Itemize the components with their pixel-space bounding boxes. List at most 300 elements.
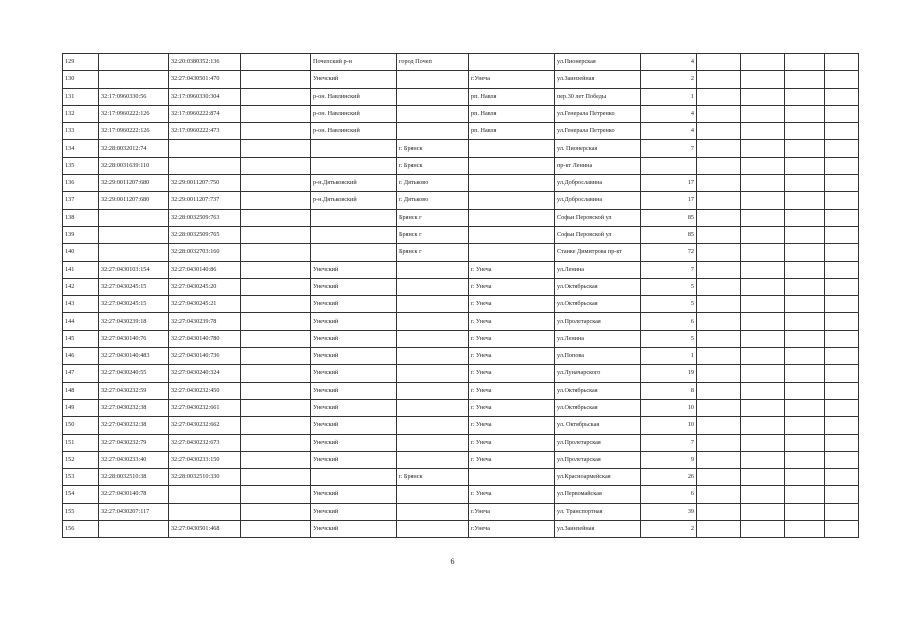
building-cadastral-number: 32:20:0380352:136 [169,54,241,71]
empty-cell [825,521,859,538]
land-cadastral-number: 32:17:0960330:56 [99,88,169,105]
row-number: 138 [63,209,99,226]
land-cadastral-number: 32:27:0430233:40 [99,451,169,468]
region-cell: Унечский [311,330,397,347]
building-cadastral-number: 32:27:0430245:21 [169,296,241,313]
building-cadastral-number: 32:27:0430232:662 [169,417,241,434]
empty-cell [241,140,311,157]
empty-cell [785,399,825,416]
empty-cell [697,140,741,157]
empty-cell [785,71,825,88]
house-number: 39 [641,503,697,520]
empty-cell [785,348,825,365]
empty-cell [241,71,311,88]
settlement-cell: г. Унеча [469,417,555,434]
city-cell: г. Дятьково [397,175,469,192]
empty-cell [825,417,859,434]
city-cell: г. Дятьково [397,192,469,209]
table-row [63,71,859,88]
row-number: 153 [63,469,99,486]
empty-cell [741,313,785,330]
empty-cell [825,451,859,468]
table-row [63,261,859,278]
land-cadastral-number: 32:29:0011207:680 [99,175,169,192]
house-number: 7 [641,434,697,451]
street-cell: Софьи Перовской ул [555,209,641,226]
empty-cell [785,192,825,209]
empty-cell [697,503,741,520]
empty-cell [785,330,825,347]
empty-cell [241,209,311,226]
building-cadastral-number: 32:27:0430140:86 [169,261,241,278]
house-number: 72 [641,244,697,261]
empty-cell [697,71,741,88]
building-cadastral-number [169,503,241,520]
building-cadastral-number: 32:27:0430140:780 [169,330,241,347]
empty-cell [825,486,859,503]
empty-cell [825,399,859,416]
table-row [63,365,859,382]
row-number: 130 [63,71,99,88]
empty-cell [825,209,859,226]
house-number: 4 [641,105,697,122]
registry-table [62,53,859,538]
row-number: 132 [63,105,99,122]
land-cadastral-number: 32:27:0430232:38 [99,417,169,434]
empty-cell [241,521,311,538]
region-cell: Унечский [311,486,397,503]
land-cadastral-number: 32:27:0430245:15 [99,296,169,313]
table-row [63,469,859,486]
settlement-cell: г. Унеча [469,330,555,347]
row-number: 143 [63,296,99,313]
region-cell [311,244,397,261]
house-number: 6 [641,313,697,330]
settlement-cell: рп. Навля [469,105,555,122]
empty-cell [241,192,311,209]
settlement-cell [469,175,555,192]
empty-cell [825,226,859,243]
empty-cell [741,226,785,243]
empty-cell [785,244,825,261]
empty-cell [697,348,741,365]
empty-cell [785,486,825,503]
empty-cell [785,140,825,157]
land-cadastral-number: 32:29:0011207:680 [99,192,169,209]
land-cadastral-number [99,71,169,88]
table-row [63,521,859,538]
region-cell: Унечский [311,261,397,278]
building-cadastral-number [169,486,241,503]
street-cell: ул.Октябрьская [555,296,641,313]
empty-cell [825,348,859,365]
street-cell: ул.Ленина [555,261,641,278]
empty-cell [741,71,785,88]
street-cell: ул.Пролетарская [555,434,641,451]
building-cadastral-number: 32:27:0430245:20 [169,278,241,295]
row-number: 142 [63,278,99,295]
land-cadastral-number [99,226,169,243]
house-number [641,157,697,174]
empty-cell [785,503,825,520]
empty-cell [741,261,785,278]
table-row [63,123,859,140]
region-cell [311,209,397,226]
empty-cell [741,399,785,416]
land-cadastral-number: 32:27:0430140:76 [99,330,169,347]
empty-cell [697,175,741,192]
street-cell: ул.Генерала Петренко [555,123,641,140]
region-cell: Унечский [311,399,397,416]
table-row [63,175,859,192]
land-cadastral-number: 32:27:0430103:154 [99,261,169,278]
empty-cell [741,296,785,313]
settlement-cell [469,140,555,157]
empty-cell [825,330,859,347]
row-number: 148 [63,382,99,399]
land-cadastral-number: 32:17:0960222:126 [99,123,169,140]
empty-cell [741,434,785,451]
empty-cell [241,417,311,434]
row-number: 129 [63,54,99,71]
settlement-cell: г.Унеча [469,521,555,538]
region-cell [311,140,397,157]
street-cell: ул. Октябрьская [555,417,641,434]
empty-cell [825,503,859,520]
house-number: 85 [641,226,697,243]
city-cell [397,88,469,105]
empty-cell [241,226,311,243]
empty-cell [741,451,785,468]
table-row [63,296,859,313]
row-number: 139 [63,226,99,243]
land-cadastral-number [99,244,169,261]
table-row [63,330,859,347]
row-number: 155 [63,503,99,520]
row-number: 147 [63,365,99,382]
table-row [63,348,859,365]
empty-cell [697,54,741,71]
city-cell [397,451,469,468]
empty-cell [825,105,859,122]
region-cell: Унечский [311,278,397,295]
settlement-cell: г.Унеча [469,503,555,520]
building-cadastral-number: 32:27:0430240:324 [169,365,241,382]
settlement-cell: г. Унеча [469,348,555,365]
empty-cell [697,434,741,451]
empty-cell [825,54,859,71]
empty-cell [741,244,785,261]
empty-cell [785,105,825,122]
settlement-cell [469,226,555,243]
empty-cell [241,105,311,122]
street-cell: ул.Октябрьская [555,278,641,295]
building-cadastral-number: 32:27:0430233:150 [169,451,241,468]
row-number: 150 [63,417,99,434]
empty-cell [741,140,785,157]
empty-cell [785,417,825,434]
empty-cell [785,261,825,278]
building-cadastral-number: 32:27:0430232:450 [169,382,241,399]
empty-cell [741,54,785,71]
region-cell: Почепский р-н [311,54,397,71]
region-cell [311,226,397,243]
city-cell [397,296,469,313]
row-number: 149 [63,399,99,416]
land-cadastral-number [99,521,169,538]
city-cell [397,123,469,140]
empty-cell [825,175,859,192]
table-row [63,244,859,261]
settlement-cell: г. Унеча [469,296,555,313]
empty-cell [697,296,741,313]
empty-cell [241,434,311,451]
row-number: 134 [63,140,99,157]
building-cadastral-number: 32:28:0032510:330 [169,469,241,486]
settlement-cell: рп. Навля [469,123,555,140]
house-number: 4 [641,123,697,140]
settlement-cell: г. Унеча [469,434,555,451]
empty-cell [741,469,785,486]
empty-cell [241,261,311,278]
building-cadastral-number [169,140,241,157]
empty-cell [785,382,825,399]
empty-cell [741,278,785,295]
house-number: 17 [641,175,697,192]
empty-cell [741,417,785,434]
region-cell: Унечский [311,348,397,365]
row-number: 156 [63,521,99,538]
empty-cell [697,469,741,486]
city-cell [397,71,469,88]
land-cadastral-number: 32:27:0430240:55 [99,365,169,382]
city-cell [397,105,469,122]
empty-cell [785,469,825,486]
table-row [63,451,859,468]
street-cell: ул.Заинзейная [555,71,641,88]
street-cell: ул.Доброславина [555,192,641,209]
street-cell: пр-кт Ленина [555,157,641,174]
table-row [63,157,859,174]
city-cell [397,503,469,520]
empty-cell [825,469,859,486]
house-number: 5 [641,278,697,295]
land-cadastral-number: 32:27:0430140:78 [99,486,169,503]
empty-cell [785,521,825,538]
empty-cell [825,244,859,261]
row-number: 154 [63,486,99,503]
empty-cell [825,296,859,313]
city-cell [397,434,469,451]
empty-cell [697,261,741,278]
region-cell: Унечский [311,434,397,451]
settlement-cell: г. Унеча [469,365,555,382]
empty-cell [697,123,741,140]
settlement-cell: рп. Навля [469,88,555,105]
land-cadastral-number: 32:27:0430239:18 [99,313,169,330]
empty-cell [785,157,825,174]
region-cell: р-н.Дятьковский [311,192,397,209]
house-number: 2 [641,71,697,88]
empty-cell [241,451,311,468]
street-cell: ул.Доброславина [555,175,641,192]
empty-cell [241,88,311,105]
building-cadastral-number: 32:27:0430501:468 [169,521,241,538]
settlement-cell [469,157,555,174]
city-cell: Брянск г [397,226,469,243]
settlement-cell [469,192,555,209]
region-cell [311,157,397,174]
city-cell [397,365,469,382]
settlement-cell [469,244,555,261]
land-cadastral-number: 32:27:0430140:483 [99,348,169,365]
empty-cell [241,365,311,382]
empty-cell [825,434,859,451]
region-cell: Унечский [311,313,397,330]
city-cell [397,278,469,295]
table-row [63,434,859,451]
city-cell: г. Брянск [397,469,469,486]
street-cell: пер.30 лет Победы [555,88,641,105]
empty-cell [241,296,311,313]
empty-cell [697,105,741,122]
building-cadastral-number: 32:17:0960222:473 [169,123,241,140]
empty-cell [741,365,785,382]
land-cadastral-number [99,209,169,226]
empty-cell [741,105,785,122]
empty-cell [741,486,785,503]
empty-cell [785,54,825,71]
empty-cell [741,123,785,140]
house-number: 1 [641,88,697,105]
row-number: 144 [63,313,99,330]
row-number: 135 [63,157,99,174]
building-cadastral-number: 32:27:0430501:470 [169,71,241,88]
empty-cell [825,157,859,174]
land-cadastral-number: 32:27:0430207:117 [99,503,169,520]
building-cadastral-number: 32:28:0032703:160 [169,244,241,261]
settlement-cell: г.Унеча [469,71,555,88]
street-cell: Станке Димитрова пр-кт [555,244,641,261]
row-number: 141 [63,261,99,278]
land-cadastral-number: 32:27:0430232:59 [99,382,169,399]
street-cell: ул. Транспортная [555,503,641,520]
street-cell: ул.Заинзейная [555,521,641,538]
region-cell: р-он. Навлинский [311,123,397,140]
empty-cell [241,382,311,399]
city-cell [397,348,469,365]
empty-cell [697,192,741,209]
city-cell [397,399,469,416]
empty-cell [825,88,859,105]
empty-cell [697,365,741,382]
empty-cell [785,296,825,313]
region-cell: Унечский [311,296,397,313]
empty-cell [741,382,785,399]
empty-cell [241,313,311,330]
house-number: 8 [641,382,697,399]
house-number: 4 [641,54,697,71]
empty-cell [825,192,859,209]
region-cell: р-н.Дятьковский [311,175,397,192]
building-cadastral-number: 32:29:0011207:750 [169,175,241,192]
house-number: 19 [641,365,697,382]
house-number: 6 [641,486,697,503]
empty-cell [741,209,785,226]
street-cell: ул.Октябрьская [555,382,641,399]
registry-sheet [62,53,858,538]
city-cell [397,330,469,347]
settlement-cell [469,54,555,71]
row-number: 140 [63,244,99,261]
empty-cell [741,192,785,209]
row-number: 151 [63,434,99,451]
region-cell: Унечский [311,451,397,468]
house-number: 85 [641,209,697,226]
street-cell: ул.Пионерская [555,54,641,71]
empty-cell [697,313,741,330]
building-cadastral-number: 32:27:0430140:736 [169,348,241,365]
building-cadastral-number: 32:27:0430232:673 [169,434,241,451]
empty-cell [741,503,785,520]
settlement-cell: г. Унеча [469,486,555,503]
street-cell: ул.Красноармейская [555,469,641,486]
empty-cell [697,226,741,243]
empty-cell [785,365,825,382]
empty-cell [697,486,741,503]
house-number: 10 [641,399,697,416]
empty-cell [741,88,785,105]
empty-cell [241,348,311,365]
region-cell: Унечский [311,521,397,538]
street-cell: ул.Луначарского [555,365,641,382]
region-cell: Унечский [311,503,397,520]
empty-cell [825,382,859,399]
table-row [63,503,859,520]
street-cell: ул.Первомайская [555,486,641,503]
empty-cell [825,278,859,295]
empty-cell [697,88,741,105]
table-row [63,192,859,209]
empty-cell [741,521,785,538]
city-cell: Брянск г [397,244,469,261]
table-row [63,140,859,157]
land-cadastral-number: 32:27:0430232:38 [99,399,169,416]
empty-cell [741,175,785,192]
row-number: 136 [63,175,99,192]
empty-cell [697,521,741,538]
region-cell: Унечский [311,382,397,399]
house-number: 2 [641,521,697,538]
city-cell [397,417,469,434]
empty-cell [825,140,859,157]
street-cell: ул.Ленина [555,330,641,347]
street-cell: ул.Октябрьская [555,399,641,416]
empty-cell [241,175,311,192]
region-cell: Унечский [311,417,397,434]
land-cadastral-number: 32:17:0960222:126 [99,105,169,122]
empty-cell [697,330,741,347]
empty-cell [241,123,311,140]
region-cell: р-он. Навлинский [311,88,397,105]
street-cell: ул.Попова [555,348,641,365]
city-cell: г. Брянск [397,140,469,157]
row-number: 146 [63,348,99,365]
table-row [63,209,859,226]
empty-cell [785,226,825,243]
region-cell: Унечский [311,71,397,88]
page-number: 6 [450,557,455,566]
